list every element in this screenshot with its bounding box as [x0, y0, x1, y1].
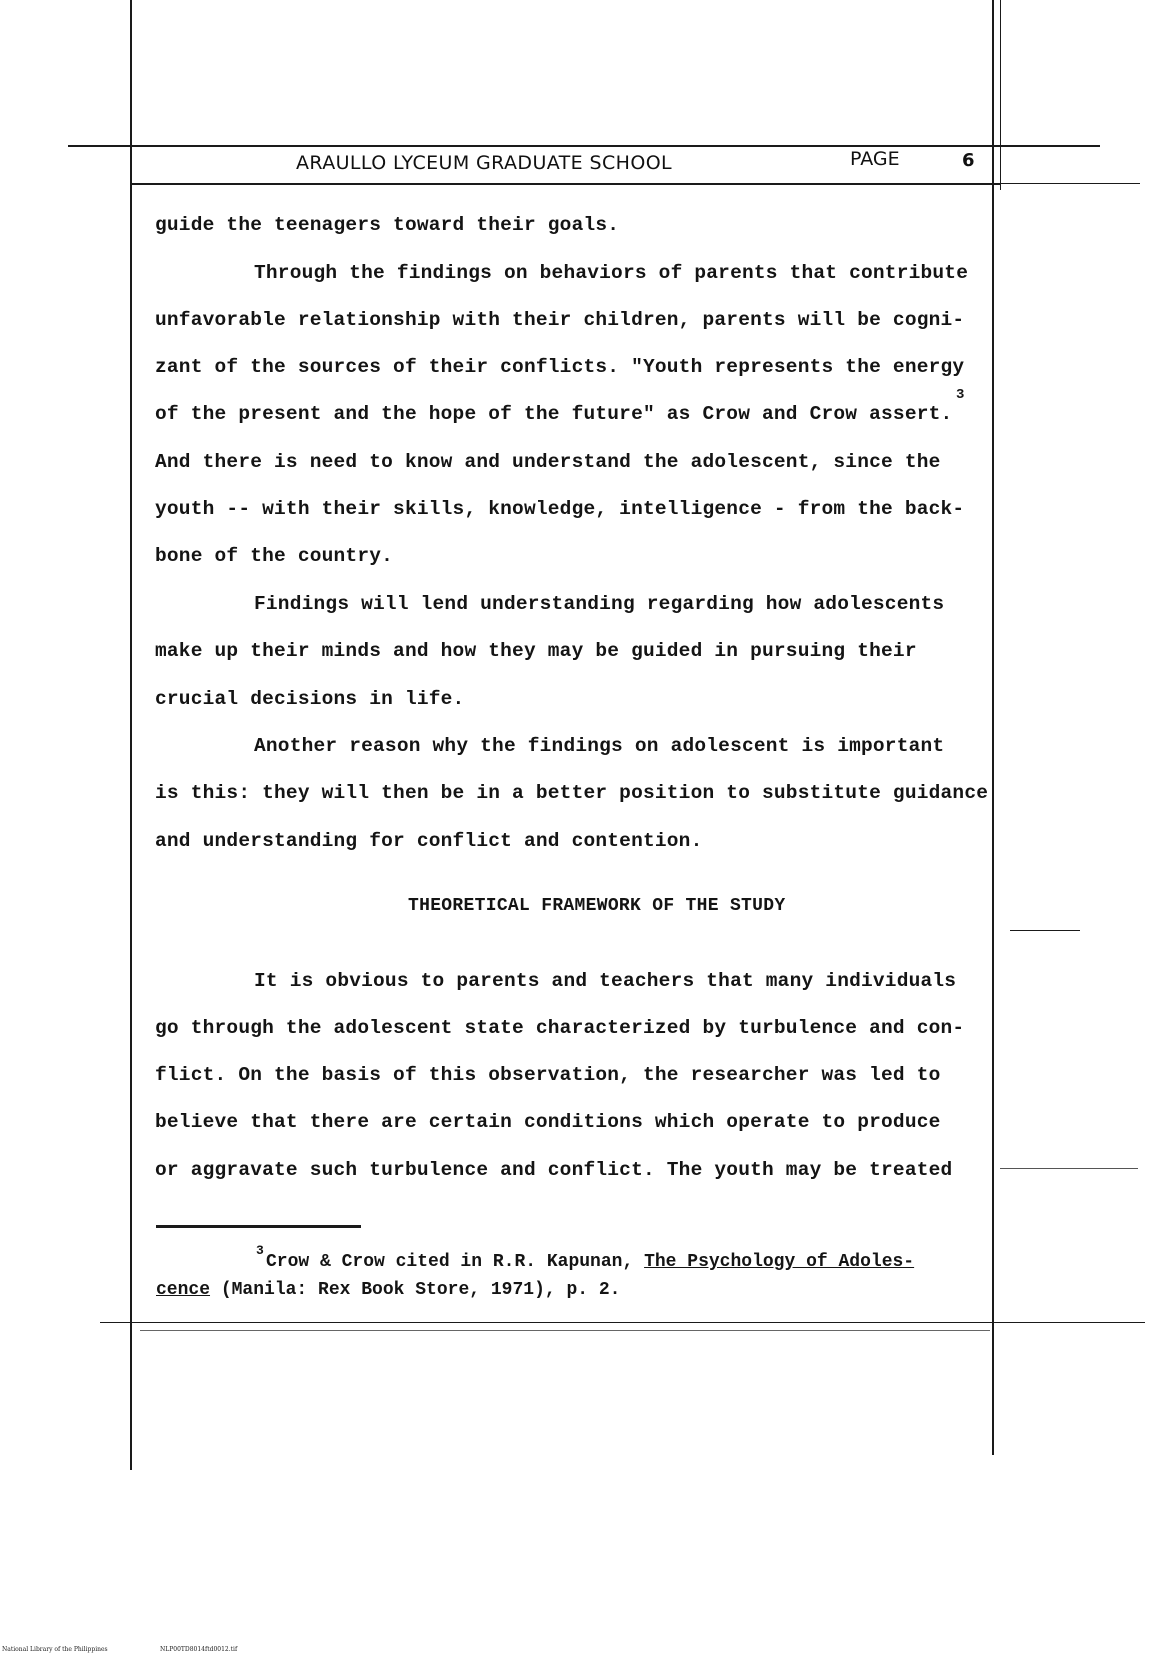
- right-tick-1: [1010, 930, 1080, 931]
- body-line: youth -- with their skills, knowledge, intelligence - from the back-: [155, 498, 965, 520]
- footnote-reference: 3: [956, 387, 965, 403]
- bottom-rule: [100, 1322, 1145, 1323]
- body-line: And there is need to know and understand the adolescent, since the: [155, 451, 941, 473]
- footnote-line-2: [156, 1280, 620, 1300]
- school-name: ARAULLO LYCEUM GRADUATE SCHOOL: [296, 152, 673, 174]
- section-line: believe that there are certain conditions which operate to produce: [155, 1111, 941, 1133]
- body-line: Another reason why the findings on adolescent is important: [254, 735, 945, 757]
- section-line: It is obvious to parents and teachers that many individuals: [254, 970, 957, 992]
- body-line: of the present and the hope of the future" as Crow and Crow assert.: [155, 403, 953, 425]
- section-line: or aggravate such turbulence and conflict. The youth may be treated: [155, 1159, 953, 1181]
- section-heading: THEORETICAL FRAMEWORK OF THE STUDY: [408, 896, 786, 916]
- footnote-lead: Crow & Crow cited in R.R. Kapunan,: [266, 1252, 645, 1272]
- footnote-separator: [156, 1225, 361, 1228]
- scan-credit-file: NLP00TD8014ftd0012.tif: [160, 1646, 238, 1653]
- footnote-line-1: [266, 1252, 914, 1272]
- page-header: [130, 148, 990, 186]
- body-line: bone of the country.: [155, 545, 394, 567]
- page-number: 6: [962, 150, 975, 171]
- body-line: make up their minds and how they may be guided in pursuing their: [155, 640, 917, 662]
- body-line: guide the teenagers toward their goals.: [155, 214, 620, 236]
- body-line: unfavorable relationship with their children, parents will be cogni-: [155, 309, 965, 331]
- footnote-title-cont: cence: [156, 1280, 211, 1300]
- left-margin-line: [130, 0, 132, 1470]
- section-line: go through the adolescent state characterized by turbulence and con-: [155, 1017, 965, 1039]
- footnote-title: The Psychology of Adoles-: [644, 1252, 915, 1272]
- section-line: flict. On the basis of this observation, the researcher was led to: [155, 1064, 941, 1086]
- right-outer-margin-line: [1000, 0, 1001, 190]
- page-label: PAGE: [850, 148, 900, 170]
- body-line: Through the findings on behaviors of parents that contribute: [254, 262, 969, 284]
- bottom-rule-inner: [140, 1330, 990, 1331]
- body-line: crucial decisions in life.: [155, 688, 465, 710]
- footnote-number: 3: [256, 1243, 264, 1258]
- body-line: and understanding for conflict and contention.: [155, 830, 703, 852]
- right-tick-2: [1000, 1168, 1138, 1169]
- right-margin-line: [992, 0, 994, 1455]
- right-header-rule: [1000, 183, 1140, 184]
- body-line: Findings will lend understanding regarding how adolescents: [254, 593, 945, 615]
- body-line: is this: they will then be in a better position to substitute guidance: [155, 782, 989, 804]
- footnote-rest: (Manila: Rex Book Store, 1971), p. 2.: [210, 1280, 621, 1300]
- top-rule: [68, 145, 1100, 147]
- scan-credit-library: National Library of the Philippines: [2, 1646, 108, 1653]
- body-line: zant of the sources of their conflicts. "Youth represents the energy: [155, 356, 965, 378]
